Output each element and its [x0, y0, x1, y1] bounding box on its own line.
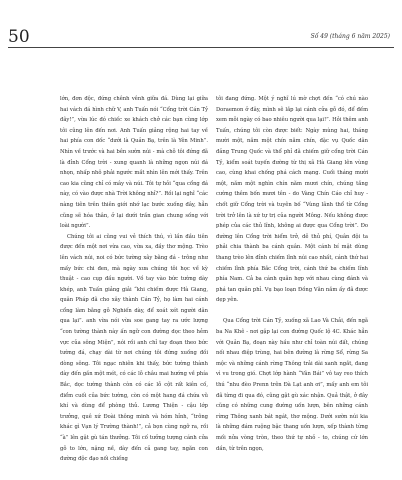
issue-label: Số 49 (tháng 6 năm 2025): [310, 33, 390, 40]
header-rule: [8, 47, 394, 48]
page-number: 50: [8, 27, 30, 47]
paragraph: Qua Cổng trời Cán Tỷ, xuống xã Lao Và Chải, đến ngã ba Na Khê - nơi gặp lại con đường Quốc lộ 4C. Khác hẳn với Quản Bạ, đoạn này hầu như chỉ toàn núi đất, chúng nối nhau điệp trùng, hai bên đường là rừng Sổ, rừng Sa mộc và những cánh rừng Thông trải dài xanh ngắt, đang vì vu trong gió. Chợt lớp hành “Vân Bái” vô tay reo thích thú “nhu đèo Prenn trên Đà Lạt anh ơi”, mấy anh em tôi đã từng đi qua đó, cũng gật gù xác nhận. Quả thật, ở đây cũng có những cung đường uốn lượn, bên những cánh rừng Thông xanh bát ngát, thơ mộng. Dưới sườn núi kia là những đám ruộng bậc thang uốn lượn, xếp thành từng mối nửa vòng tròn, theo thứ tự nhỏ - to, chúng cứ lớn dần, từ trên ngọn,: [216, 318, 368, 452]
paragraph: tôi đang đứng. Một ý nghĩ lú mờ chợt đến “có chú nào Doraemon ở đây, mình sẽ lắp lại cánh cửa gỗ đó, để đếm xem mỗi ngày có bao nhiêu người qua lại!”. Hỏi thêm anh Tuấn, chúng tôi còn được biết: Ngày mùng hai, tháng mười một, năm một chín năm chín, đặc vụ Quốc dân đảng Trung Quốc và thổ phỉ đã chiếm giữ cổng trời Cán Tỷ, kiểm soát tuyến đường từ thị xã Hà Giang lên vùng cao, cùng khai chống phá cách mạng. Cuối tháng mười một, năm một nghìn chín năm mươi chín, chúng tăng cường thêm bốn mươi tên - do Vàng Chín Cáo chỉ huy - chốt giữ Cổng trời và tuyên bố “Vùng lãnh thổ từ Cổng trời trở lên là xứ tự trị của người Mông. Nếu không được phép của các thủ lĩnh, không ai được qua Cổng trời”. Đo đường lên Cổng trời hiểm trở, dễ thủ phí, Quân đội ta phải chia thành ba cánh quân. Một cánh bí mật dùng thang trèo lên đỉnh chiếm lĩnh núi cao nhất, cánh thứ hai chiếm lĩnh phía Bắc Cổng trời, cánh thứ ba chiếm lĩnh phía Nam. Cả ba cánh quân hợp với nhau cùng đánh và phá tan quân phỉ. Vụ bạo loạn Đồng Văn năm ấy đã được dẹp yên.: [216, 96, 368, 304]
paragraph: lớn, đơn độc, đứng chênh vênh giữa đá. Dùng lại giữa hai vách đá hình chữ V, anh Tuấn nói “Cổng trời Cán Tỷ đây!”, vừa lúc đó chiếc xe khách chở các bạn cùng lớp tôi cũng lên đến nơi. Anh Tuấn giảng rộng hai tay về hai phía con dốc “dưới là Quản Bạ, trên là Yên Minh”. Nhìn về trước và hai bên sườn núi - mà chỗ tôi đứng đã là đỉnh Cổng trời - xung quanh là những ngọn núi đá nhọn, nhấp nhô phải ngước mắt nhìn lên mới thấy. Trên cao kia cũng chỉ có mây và núi. Tôi tự hỏi “qua cổng đá này, có vào được nhà Trời không nhỉ?”. Rồi lại nghĩ “các nàng tiên trên thiên giới nhớ lạc bước xuống đây, hẳn cũng sẽ hóa thân, ở lại dưới trần gian chung sống với loài người”.: [60, 96, 208, 230]
article-column-right: [216, 94, 368, 480]
paragraph: Chúng tôi ai cũng vui vẻ thích thú, vì lần đầu tiên được đến một nơi vừa cao, vừa xa, đầy thơ mộng. Trèo lên vách núi, noi có bức tường xây bằng đá - trông như mấy bức chi đen, mà ngày xưa chúng tôi học về kỳ thuật - cao cụp đầu người. Vồ tay vào bức tường dày khép, anh Tuấn giảng giải “khi chiếm được Hà Giang, quân Pháp đã cho xây thành Cán Tỷ, họ làm hai cánh cổng làm bằng gỗ Nghiến dày, để xoát xét người dân qua lại”. anh vừa nói vừa soe gang tay ra ước lượng “con tường thành này ấn ngữ con đường dọc theo hẻm vực của sông Miện”, nói rồi anh chỉ tay đoạn theo bức tường đá, chạy dài từ nơi chúng tôi đứng xuống đồi dòng sông. Tôi ngạc nhiên khi thấy, bức tường thành dày đến gần một mét, có các lỗ châu mai hướng về phía Bắc, dọc tường thành còn có các lỗ cột rất kiên cố, điểm cuối của bức tường, còn có một hang đá chứa vũ khí và dùng để phòng thủ. Lương Thiện - cậu lớp trưởng, quê xứ Đoài thông minh và hóm hỉnh, “trông khác gì Vạn lý Trường thành!”, cả bọn cùng ngỡ ra, rồi “à” lên gật gù tán thưởng. Tôi cố tưởng tượng cánh cửa gỗ to lớn, nặng nề, dày đến cả gang tay, ngăn con đường độc đạo nối chiếng: [60, 233, 208, 463]
article-column-left: [60, 94, 208, 480]
